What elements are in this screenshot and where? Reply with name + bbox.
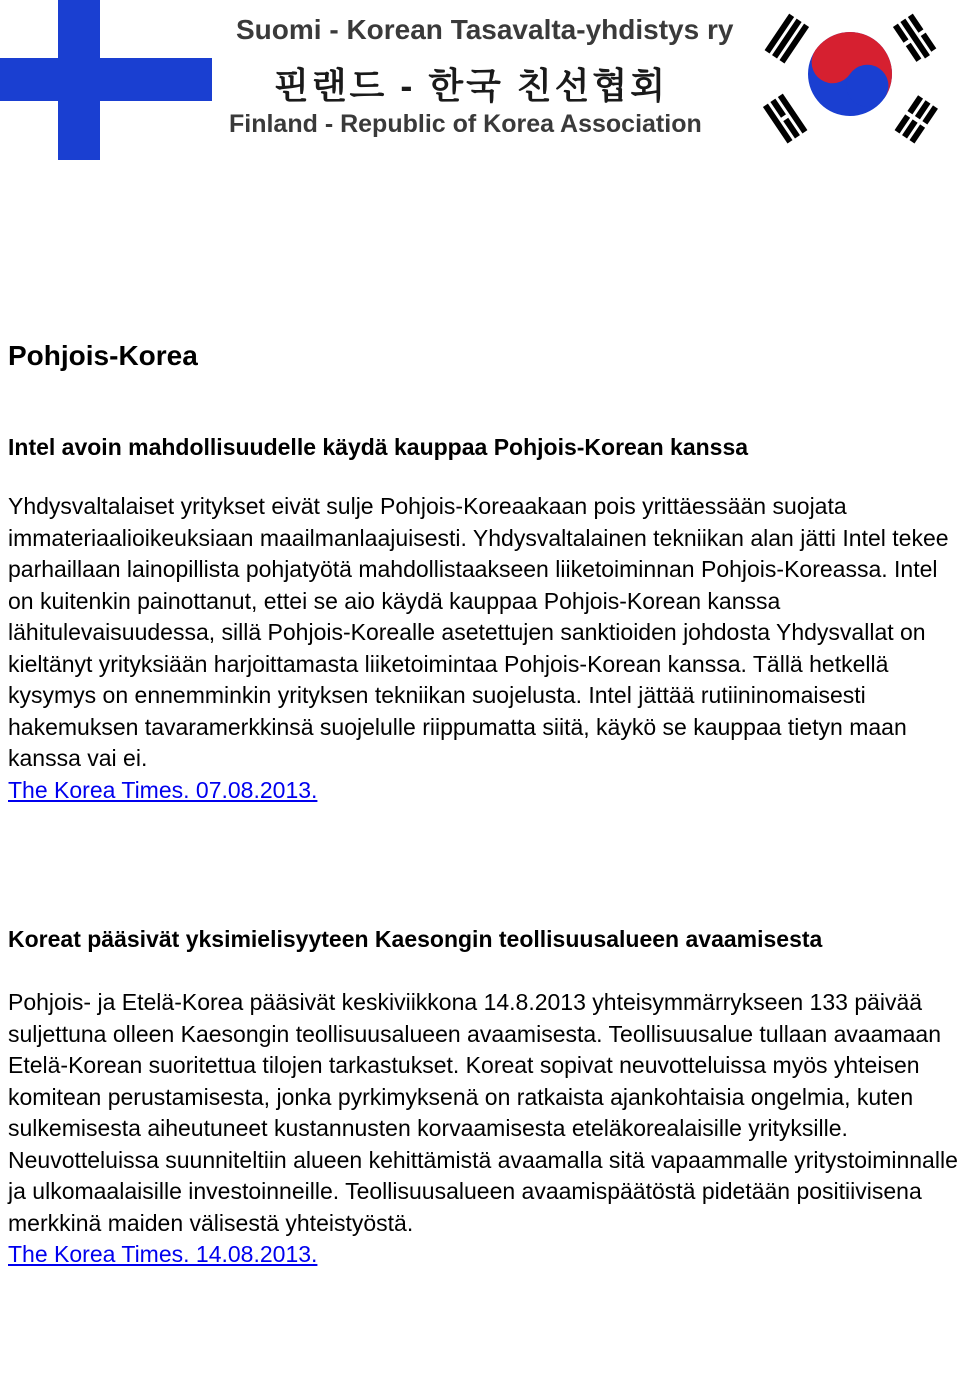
association-header (0, 0, 960, 160)
article-body-container (8, 987, 958, 1271)
article-body-container (8, 491, 958, 806)
article (8, 432, 958, 806)
association-name-english: Finland - Republic of Korea Association (229, 110, 702, 138)
page-title: Pohjois-Korea (8, 340, 198, 371)
article-body-text: Yhdysvaltalaiset yritykset eivät sulje Pohjois-Koreaakaan pois yrittäessään suojata immateriaalioikeuksiaan maailmanlaajuisesti. Yhdysvaltalainen tekniikan alan jätti Intel tekee parhaillaan lainopillista pohjatyötä mahdollistaakseen liiketoiminnan Pohjois-Koreassa. Intel on kuitenkin painottanut, ettei se aio käydä kauppaa Pohjois-Korean kanssa lähitulevaisuudessa, sillä Pohjois-Korealle asetettujen sanktioiden johdosta Yhdysvallat on kieltänyt yrityksiään harjoittamasta liiketoimintaa Pohjois-Korean kanssa. Tällä hetkellä kysymys on ennemminkin yrityksen tekniikan suojelusta. Intel jättää rutiininomaisesti hakemuksen tavaramerkkinsä suojelulle riippumatta siitä, käykö se kauppaa tietyn maan kanssa vai ei. (8, 493, 949, 771)
article-source-link[interactable]: The Korea Times. 07.08.2013. (8, 776, 318, 803)
article (8, 924, 958, 1271)
article-source-link[interactable]: The Korea Times. 14.08.2013. (8, 1241, 318, 1267)
finland-flag-icon (0, 0, 212, 160)
article-body-text: Pohjois- ja Etelä-Korea pääsivät keskiviikkona 14.8.2013 yhteisymmärrykseen 133 päivää suljettuna olleen Kaesongin teollisuusalueen avaamisesta. Teollisuusalue tullaan avaamaan Etelä-Korean suoritettua tilojen tarkastukset. Koreat sopivat neuvotteluissa myös yhteisen komitean perustamisesta, jonka pyrkimyksenä on ratkaista ajankohtaisia ongelmia, kuten sulkemisesta aiheutuneet kustannusten korvaamisesta eteläkorealaisille yrityksille. Neuvotteluissa suunniteltiin alueen kehittämistä avaamalla sitä vapaammalle yritystoiminnalle ja ulkomaalaisille investoinneille. Teollisuusalueen avaamispäätöstä pidetään positiivisena merkkinä maiden välisestä yhteistyöstä. (8, 989, 958, 1236)
article-title: Intel avoin mahdollisuudelle käydä kauppaa Pohjois-Korean kanssa (8, 434, 749, 460)
south-korea-flag-icon (748, 0, 960, 160)
article-title: Koreat pääsivät yksimielisyyteen Kaesongin teollisuusalueen avaamisesta (8, 926, 823, 952)
association-name-finnish: Suomi - Korean Tasavalta-yhdistys ry (236, 14, 734, 45)
association-name-korean: 핀랜드 - 한국 친선협회 (274, 65, 668, 106)
